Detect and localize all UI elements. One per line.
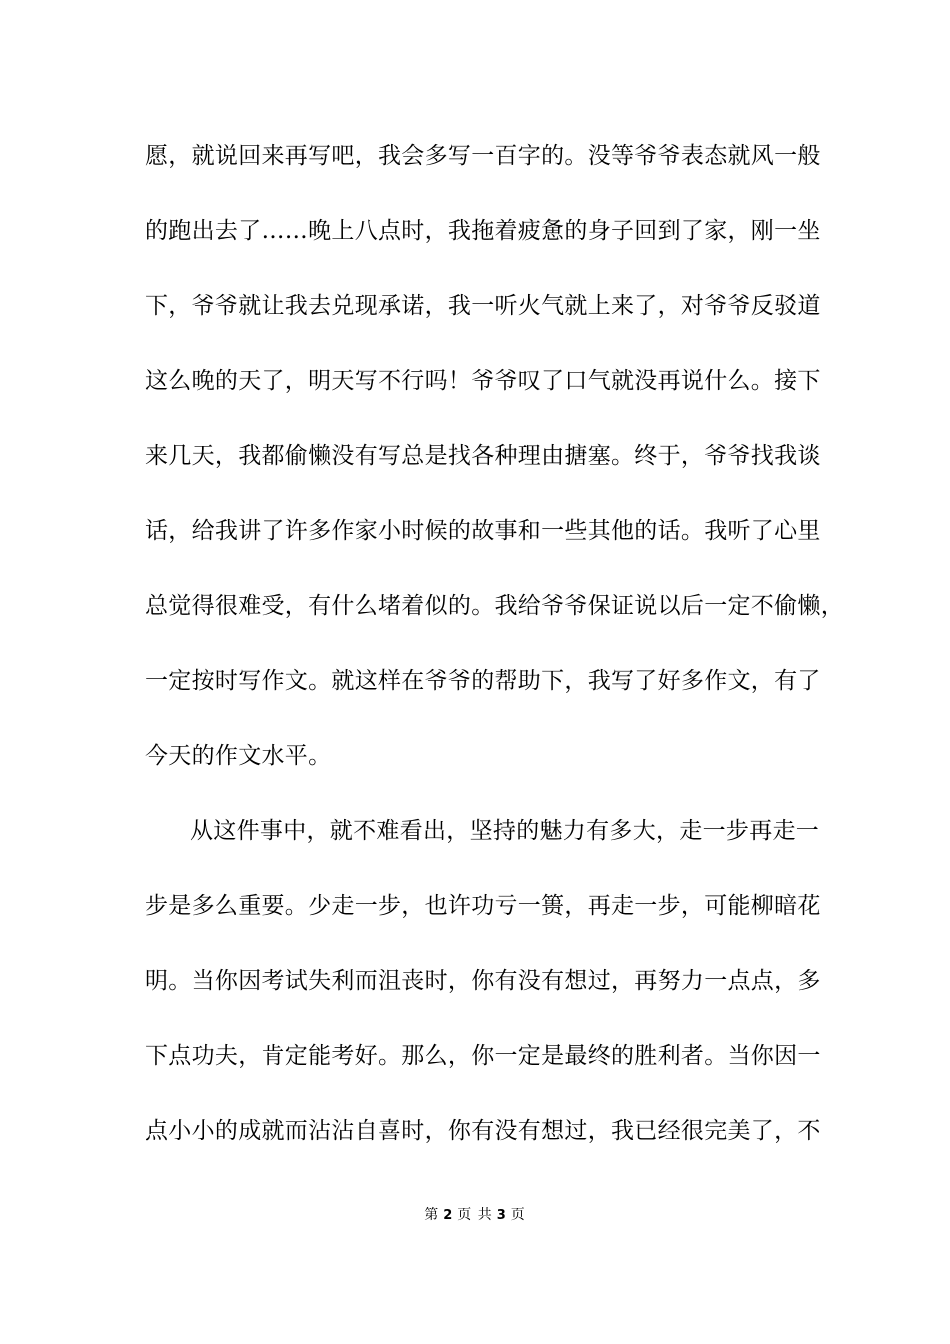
footer-suffix: 页: [510, 1207, 526, 1223]
text-line: 话，给我讲了许多作家小时候的故事和一些其他的话。我听了心里: [145, 518, 821, 544]
footer-middle: 页 共: [457, 1207, 493, 1223]
footer-prefix: 第: [424, 1207, 440, 1223]
text-line: 步是多么重要。少走一步，也许功亏一篑，再走一步，可能柳暗花: [145, 893, 821, 919]
text-line: 愿，就说回来再写吧，我会多写一百字的。没等爷爷表态就风一般: [145, 143, 821, 169]
text-line: 的跑出去了……晚上八点时，我拖着疲惫的身子回到了家，刚一坐: [145, 218, 821, 244]
text-line: 今天的作文水平。: [145, 743, 332, 769]
text-line: 这么晚的天了，明天写不行吗！爷爷叹了口气就没再说什么。接下: [145, 368, 821, 394]
text-line: 一定按时写作文。就这样在爷爷的帮助下，我写了好多作文，有了: [145, 668, 821, 694]
current-page-number: 2: [443, 1208, 454, 1223]
text-line: 下点功夫，肯定能考好。那么，你一定是最终的胜利者。当你因一: [145, 1043, 821, 1069]
total-pages-number: 3: [496, 1208, 507, 1223]
text-line: 来几天，我都偷懒没有写总是找各种理由搪塞。终于，爷爷找我谈: [145, 443, 821, 469]
text-line: 明。当你因考试失利而沮丧时，你有没有想过，再努力一点点，多: [145, 968, 821, 994]
text-line: 下，爷爷就让我去兑现承诺，我一听火气就上来了，对爷爷反驳道: [145, 293, 821, 319]
text-line: 总觉得很难受，有什么堵着似的。我给爷爷保证说以后一定不偷懒，: [145, 593, 844, 619]
page-number-footer: [0, 1205, 950, 1226]
text-line: 从这件事中，就不难看出，坚持的魅力有多大，走一步再走一: [190, 818, 820, 844]
text-line: 点小小的成就而沾沾自喜时，你有没有想过，我已经很完美了，不: [145, 1118, 821, 1144]
